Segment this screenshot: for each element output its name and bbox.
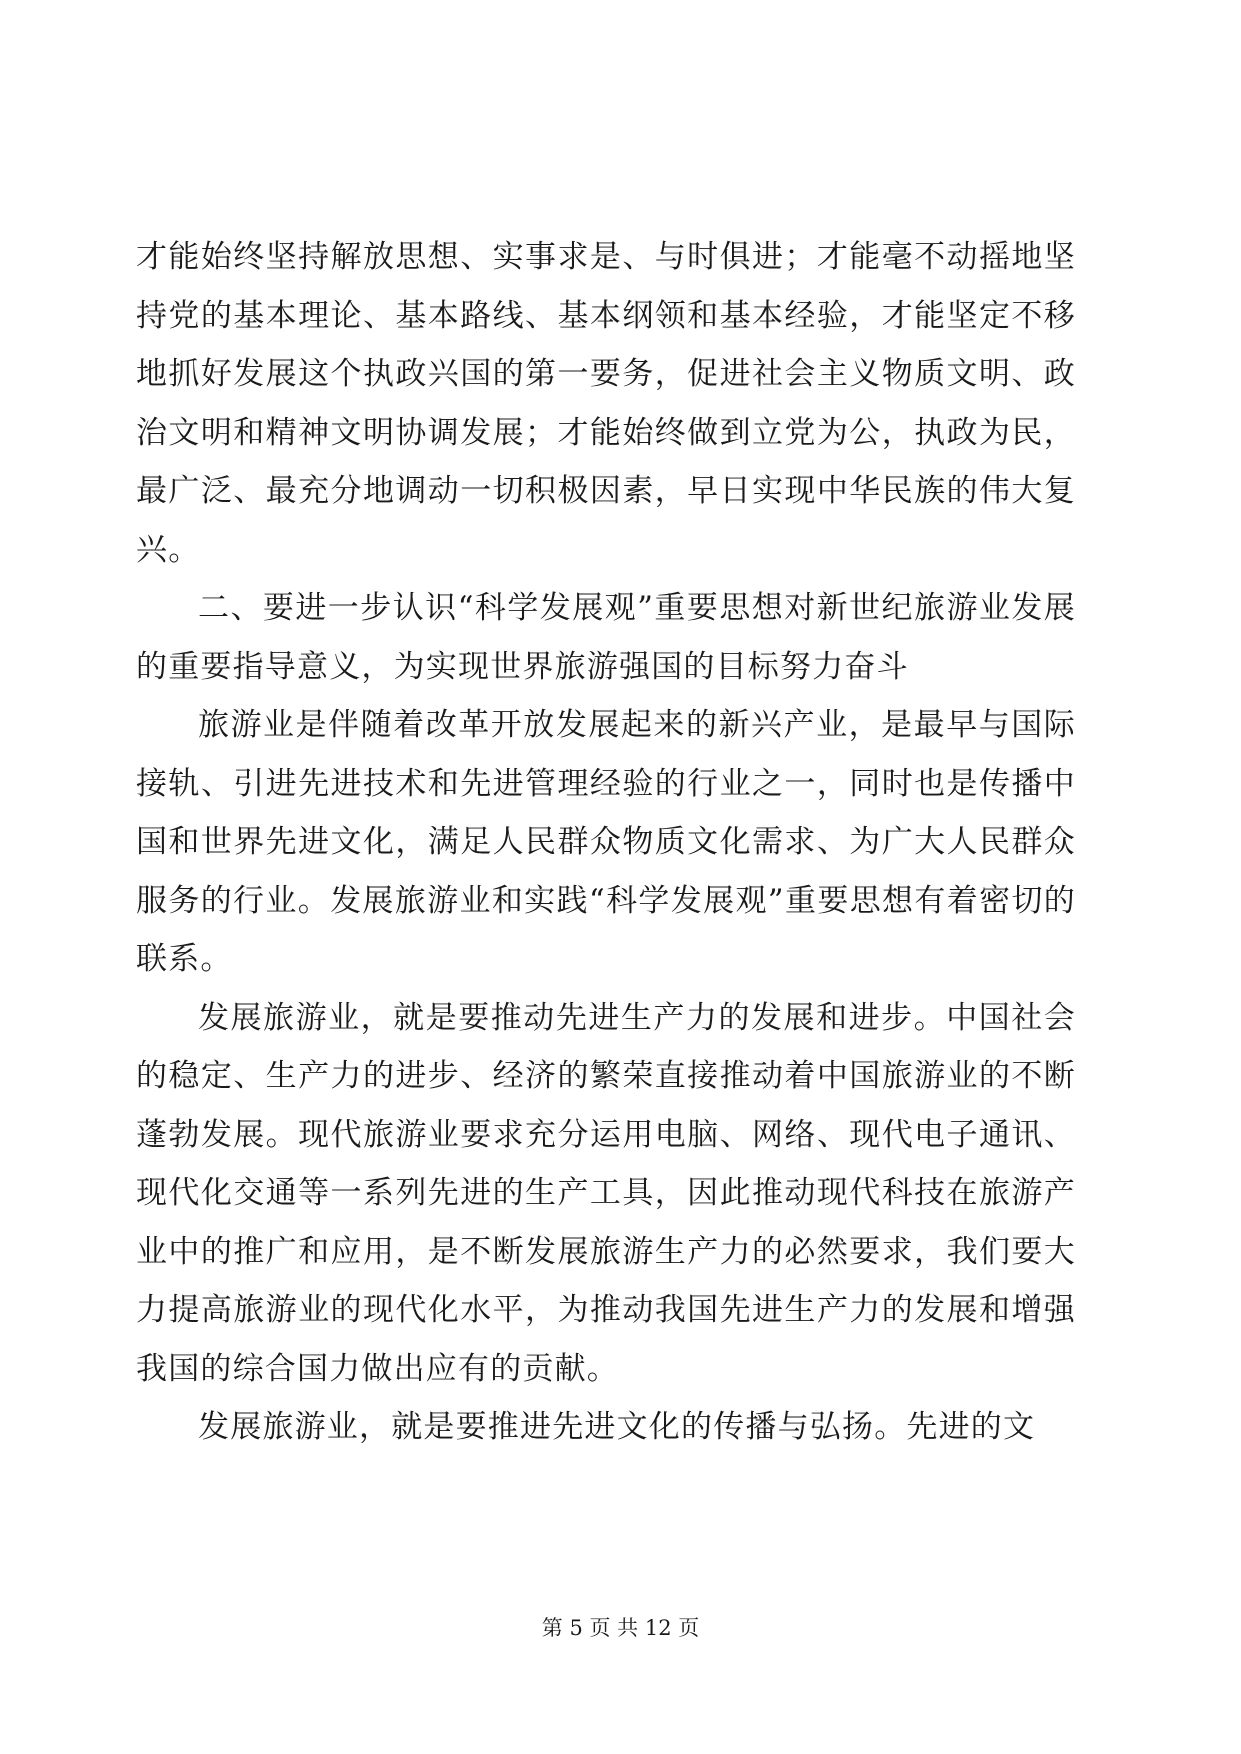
- document-body: [136, 228, 1076, 1457]
- paragraph-2-heading: 二、要进一步认识“科学发展观”重要思想对新世纪旅游业发展的重要指导意义，为实现世界旅游强国的目标努力奋斗: [136, 590, 1076, 685]
- paragraph-5: 发展旅游业，就是要推进先进文化的传播与弘扬。先进的文: [198, 1409, 1036, 1445]
- paragraph-4: 发展旅游业，就是要推动先进生产力的发展和进步。中国社会的稳定、生产力的进步、经济的繁荣直接推动着中国旅游业的不断蓬勃发展。现代旅游业要求充分运用电脑、网络、现代电子通讯、现代化交通等一系列先进的生产工具，因此推动现代科技在旅游产业中的推广和应用，是不断发展旅游生产力的必然要求，我们要大力提高旅游业的现代化水平，为推动我国先进生产力的发展和增强我国的综合国力做出应有的贡献。: [136, 999, 1076, 1387]
- paragraph-3: 旅游业是伴随着改革开放发展起来的新兴产业，是最早与国际接轨、引进先进技术和先进管理经验的行业之一，同时也是传播中国和世界先进文化，满足人民群众物质文化需求、为广大人民群众服务的行业。发展旅游业和实践“科学发展观”重要思想有着密切的联系。: [136, 707, 1076, 977]
- page-number-footer: 第 5 页 共 12 页: [541, 1616, 700, 1640]
- paragraph-1: 才能始终坚持解放思想、实事求是、与时俱进；才能毫不动摇地坚持党的基本理论、基本路线、基本纲领和基本经验，才能坚定不移地抓好发展这个执政兴国的第一要务，促进社会主义物质文明、政治文明和精神文明协调发展；才能始终做到立党为公，执政为民，最广泛、最充分地调动一切积极因素，早日实现中华民族的伟大复兴。: [136, 239, 1076, 568]
